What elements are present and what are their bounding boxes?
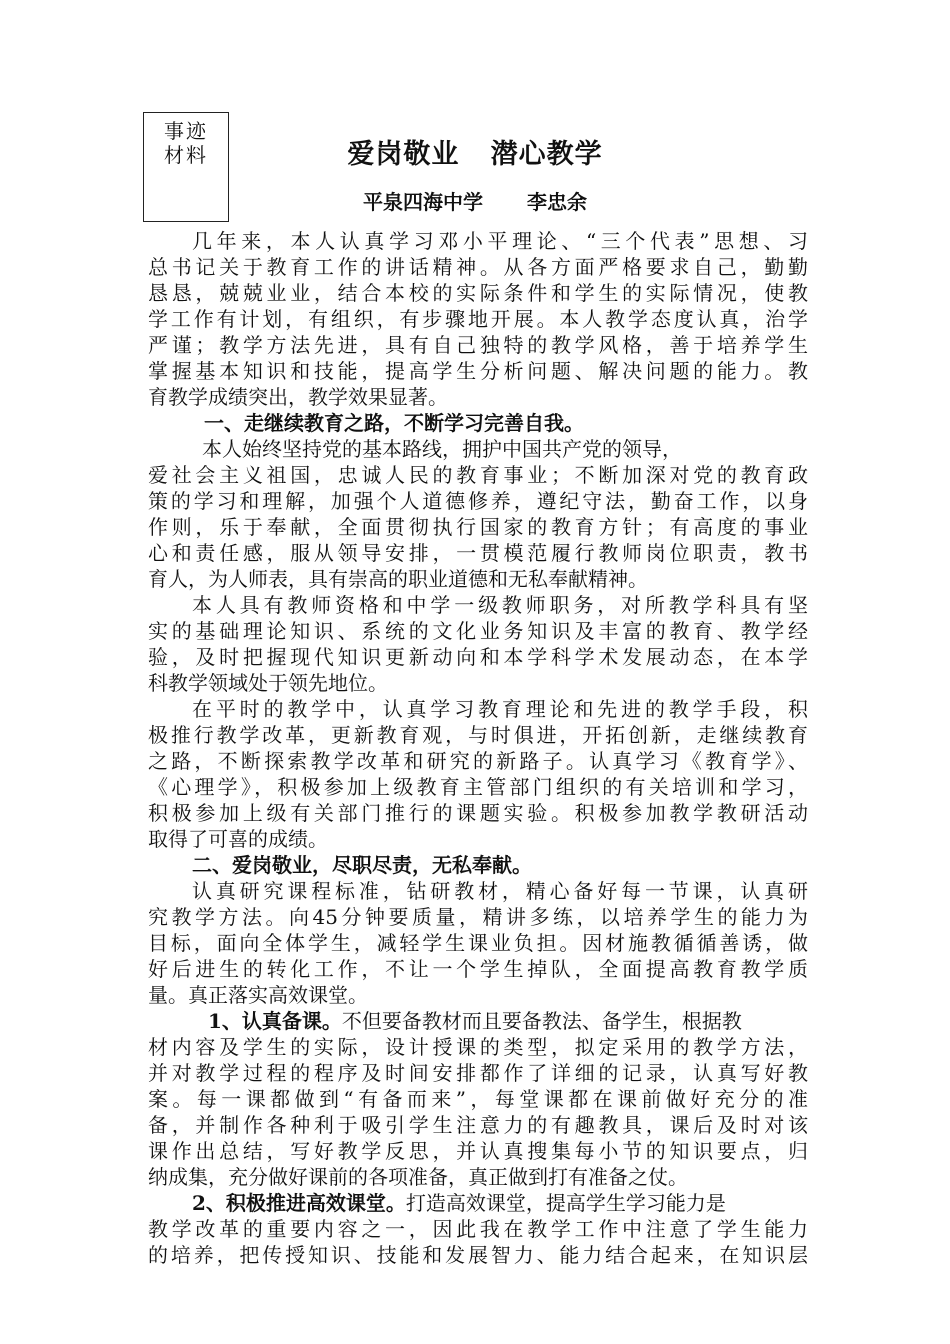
paragraph-line: 策的学习和理解，加强个人道德修养，遵纪守法，勤奋工作，以身 — [148, 489, 808, 513]
subsection-text: 打造高效课堂，提高学生学习能力是 — [405, 1191, 726, 1215]
paragraph-line: 作则，乐于奉献，全面贯彻执行国家的教育方针；有高度的事业 — [148, 515, 808, 539]
document-type-line-1: 事迹 — [164, 119, 208, 143]
paragraph-line: 总书记关于教育工作的讲话精神。从各方面严格要求自己，勤勤 — [148, 255, 808, 279]
paragraph-line: 纳成集，充分做好课前的各项准备，真正做到打有准备之仗。 — [148, 1165, 688, 1189]
paragraph-line: 量。真正落实高效课堂。 — [148, 983, 368, 1007]
paragraph-line: 认真研究课程标准，钻研教材，精心备好每一节课，认真研 — [192, 879, 808, 903]
paragraph-line: 《心理学》，积极参加上级教育主管部门组织的有关培训和学习， — [148, 775, 808, 799]
paragraph-line: 积极参加上级有关部门推行的课题实验。积极参加教学教研活动 — [148, 801, 808, 825]
document-type-line-2: 材料 — [164, 143, 208, 167]
subsection-line — [148, 1008, 808, 1034]
subsection-heading-1: 1、认真备课。 — [208, 1009, 342, 1033]
paragraph-line: 实的基础理论知识、系统的文化业务知识及丰富的教育、教学经 — [148, 619, 808, 643]
paragraph-line: 究教学方法。向45分钟要质量，精讲多练，以培养学生的能力为 — [148, 905, 808, 929]
paragraph-line: 几年来，本人认真学习邓小平理论、“三个代表”思想、习 — [192, 229, 808, 253]
paragraph-line: 学工作有计划，有组织，有步骤地开展。本人教学态度认真，治学 — [148, 307, 808, 331]
paragraph-line: 之路，不断探索教学改革和研究的新路子。认真学习《教育学》、 — [148, 749, 808, 773]
paragraph-line: 极推行教学改革，更新教育观，与时俱进，开拓创新，走继续教育 — [148, 723, 808, 747]
section-heading-1: 一、走继续教育之路，不断学习完善自我。 — [204, 411, 584, 435]
author-name: 李忠余 — [527, 190, 587, 214]
paragraph-line: 科教学领域处于领先地位。 — [148, 671, 388, 695]
paragraph-line: 育教学成绩突出，教学效果显著。 — [148, 385, 448, 409]
paragraph-line: 在平时的教学中，认真学习教育理论和先进的教学手段，积 — [192, 697, 808, 721]
paragraph-line: 爱社会主义祖国，忠诚人民的教育事业；不断加深对党的教育政 — [148, 463, 808, 487]
paragraph-line: 的培养，把传授知识、技能和发展智力、能力结合起来，在知识层 — [148, 1243, 808, 1267]
paragraph-line: 教学改革的重要内容之一，因此我在教学工作中注意了学生能力 — [148, 1217, 808, 1241]
paragraph-line: 好后进生的转化工作，不让一个学生掉队，全面提高教育教学质 — [148, 957, 808, 981]
author-line — [0, 186, 950, 215]
paragraph-line: 案。每一课都做到“有备而来”，每堂课都在课前做好充分的准 — [148, 1087, 808, 1111]
paragraph-line: 验，及时把握现代知识更新动向和本学科学术发展动态，在本学 — [148, 645, 808, 669]
paragraph-line: 心和责任感，服从领导安排，一贯模范履行教师岗位职责，教书 — [148, 541, 808, 565]
paragraph-line: 材内容及学生的实际，设计授课的类型，拟定采用的教学方法， — [148, 1035, 808, 1059]
subsection-text: 不但要备教材而且要备教法、备学生，根据教 — [341, 1009, 742, 1033]
section-heading-2: 二、爱岗敬业，尽职尽责，无私奉献。 — [192, 853, 532, 877]
paragraph-line: 掌握基本知识和技能，提高学生分析问题、解决问题的能力。教 — [148, 359, 808, 383]
paragraph-line: 育人，为人师表，具有崇高的职业道德和无私奉献精神。 — [148, 567, 648, 591]
document-title: 爱岗敬业 潜心教学 — [347, 139, 603, 170]
paragraph-line: 本人始终坚持党的基本路线，拥护中国共产党的领导， — [202, 437, 682, 461]
paragraph-line: 取得了可喜的成绩。 — [148, 827, 328, 851]
paragraph-line: 恳恳，兢兢业业，结合本校的实际条件和学生的实际情况，使教 — [148, 281, 808, 305]
paragraph-line: 严谨；教学方法先进，具有自己独特的教学风格，善于培养学生 — [148, 333, 808, 357]
subsection-line — [148, 1190, 808, 1216]
subsection-heading-2: 2、积极推进高效课堂。 — [192, 1191, 406, 1215]
paragraph-line: 并对教学过程的程序及时间安排都作了详细的记录，认真写好教 — [148, 1061, 808, 1085]
paragraph-line: 本人具有教师资格和中学一级教师职务，对所教学科具有坚 — [192, 593, 808, 617]
paragraph-line: 备，并制作各种利于吸引学生注意力的有趣教具，课后及时对该 — [148, 1113, 808, 1137]
paragraph-line: 目标，面向全体学生，减轻学生课业负担。因材施教循循善诱，做 — [148, 931, 808, 955]
author-school: 平泉四海中学 — [363, 190, 483, 214]
paragraph-line: 课作出总结，写好教学反思，并认真搜集每小节的知识要点，归 — [148, 1139, 808, 1163]
